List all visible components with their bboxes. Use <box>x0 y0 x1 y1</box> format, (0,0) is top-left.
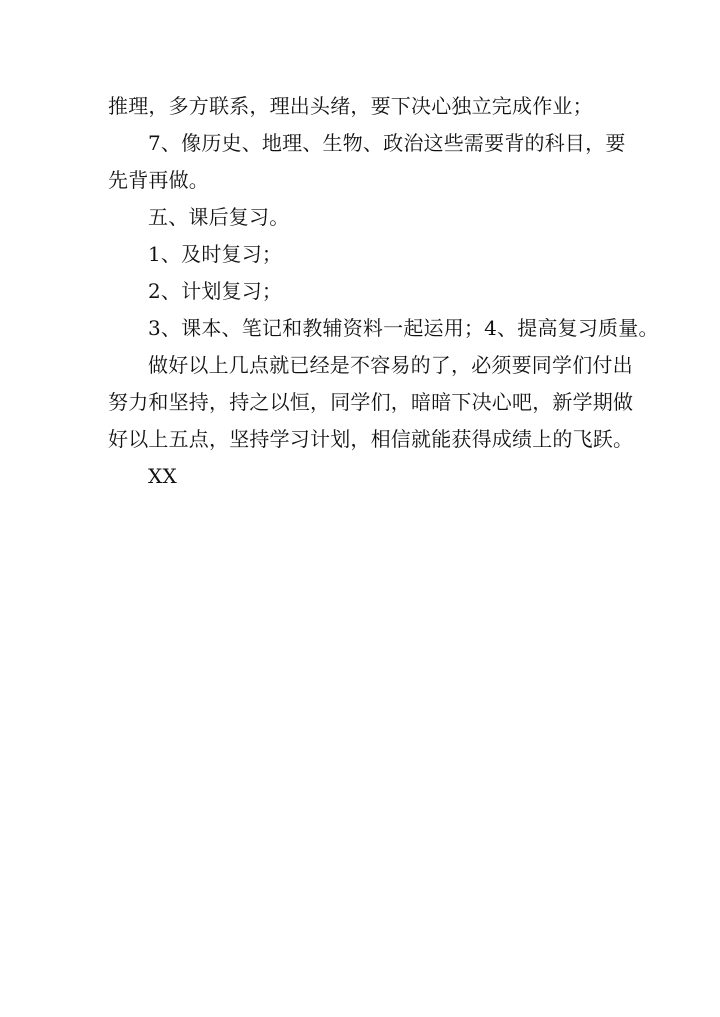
paragraph-line-2: 7、像历史、地理、生物、政治这些需要背的科目，要 <box>148 131 626 155</box>
paragraph-line-3: 先背再做。 <box>108 168 209 192</box>
list-item-1: 1、及时复习； <box>148 242 283 266</box>
list-item-2: 2、计划复习； <box>148 279 283 303</box>
closing-paragraph-line-2: 努力和坚持，持之以恒，同学们，暗暗下决心吧，新学期做 <box>108 390 634 414</box>
paragraph-line-1: 推理，多方联系，理出头绪，要下决心独立完成作业； <box>108 94 593 118</box>
section-heading: 五、课后复习。 <box>148 205 290 229</box>
list-item-3-4: 3、课本、笔记和教辅资料一起运用；4、提高复习质量。 <box>148 316 659 340</box>
signature: XX <box>148 464 177 488</box>
closing-paragraph-line-3: 好以上五点，坚持学习计划，相信就能获得成绩上的飞跃。 <box>108 427 634 451</box>
closing-paragraph-line-1: 做好以上几点就已经是不容易的了，必须要同学们付出 <box>148 353 633 377</box>
document-body <box>108 88 659 495</box>
